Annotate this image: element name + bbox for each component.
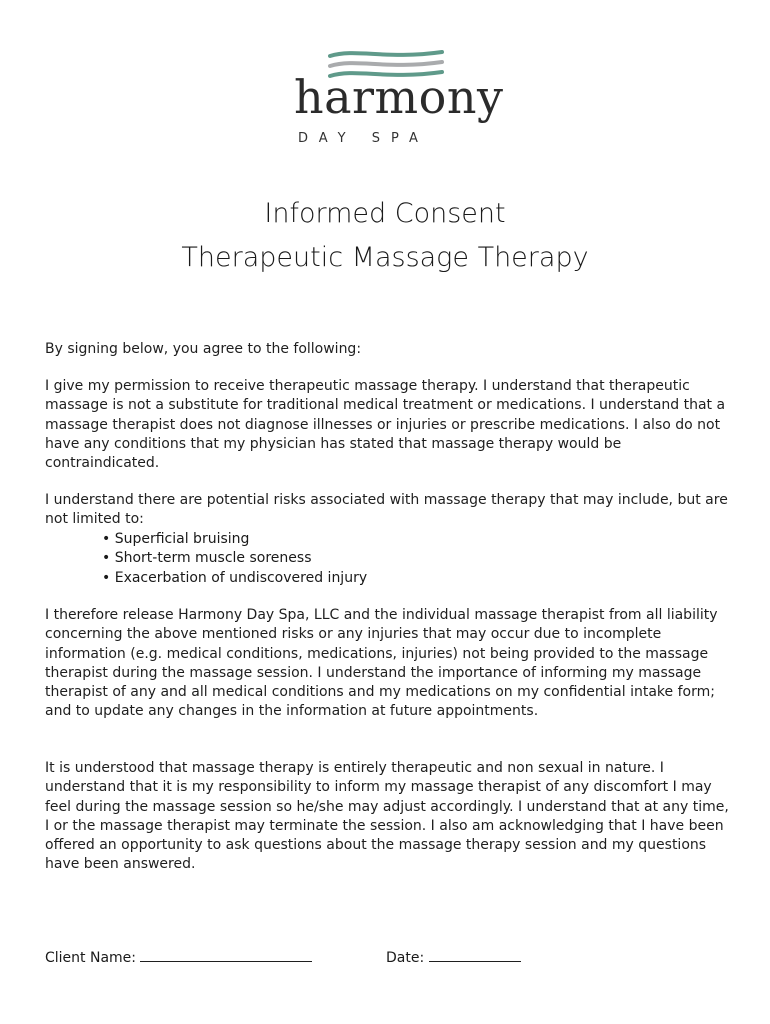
list-item: • Short-term muscle soreness	[102, 549, 367, 568]
paragraph-release: I therefore release Harmony Day Spa, LLC and the individual massage therapist from all liability concerning the above mentioned risks or any injuries that may occur due to incomplete information (e.g. medical conditions, medications, injuries) not being provided to the massage therapist during the massage session. I understand the importance of informing my massage therapist of any and all medical conditions and my medications on my confidential intake form; and to update any changes in the information at future appointments.	[45, 607, 718, 720]
risk-list	[102, 530, 367, 588]
page-title: Informed Consent	[264, 198, 506, 229]
list-item: • Exacerbation of undiscovered injury	[102, 569, 367, 588]
date-block	[386, 948, 521, 968]
date-label: Date:	[386, 950, 425, 966]
client-name-block	[45, 948, 312, 968]
logo-subtitle: DAY SPA	[298, 131, 429, 146]
logo-wordmark: harmony	[294, 70, 504, 124]
page-subtitle: Therapeutic Massage Therapy	[181, 242, 589, 273]
date-field[interactable]	[429, 948, 521, 962]
client-name-field[interactable]	[140, 948, 312, 962]
paragraph-acknowledgement: It is understood that massage therapy is entirely therapeutic and non sexual in nature. I understand that it is my responsibility to inform my massage therapist of any discomfort I may feel during the massage session so he/she may adjust accordingly. I understand that at any time, I or the massage therapist may terminate the session. I also am acknowledging that I have been offered an opportunity to ask questions about the massage therapy session and my questions have been answered.	[45, 760, 729, 873]
list-item: • Superficial bruising	[102, 530, 367, 549]
client-name-label: Client Name:	[45, 950, 136, 966]
harmony-day-spa-logo	[290, 44, 504, 154]
paragraph-risks: I understand there are potential risks associated with massage therapy that may include, but are not limited to:	[45, 492, 728, 528]
paragraph-permission: I give my permission to receive therapeutic massage therapy. I understand that therapeutic massage is not a substitute for traditional medical treatment or medications. I understand that a massage therapist does not diagnose illnesses or injuries or prescribe medications. I also do not have any conditions that my physician has stated that massage therapy would be contraindicated.	[45, 378, 726, 472]
intro-text: By signing below, you agree to the following:	[45, 341, 362, 357]
